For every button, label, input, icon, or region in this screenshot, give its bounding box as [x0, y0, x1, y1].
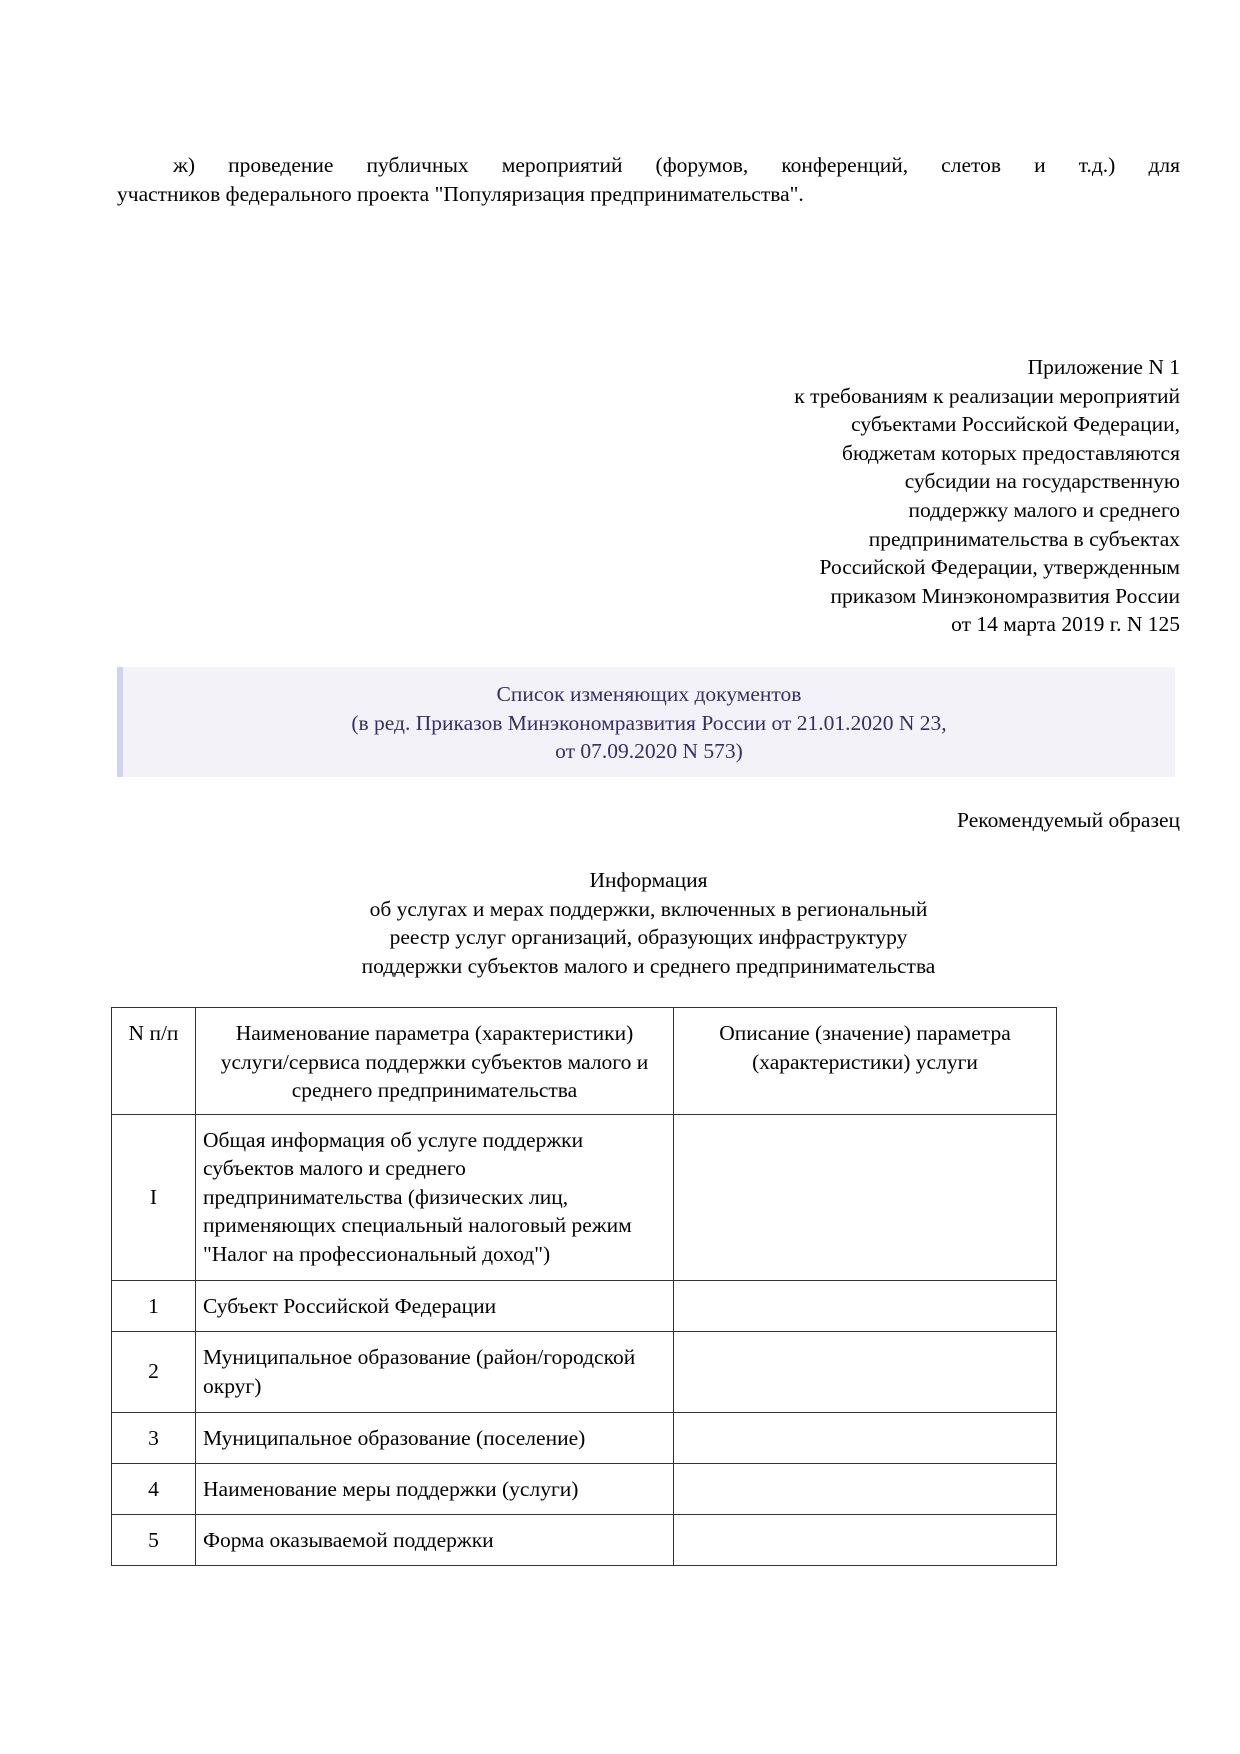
appendix-line: субсидии на государственную — [904, 469, 1180, 494]
row-number: 3 — [112, 1413, 196, 1464]
row-number: I — [112, 1114, 196, 1281]
paragraph-line-2: участников федерального проекта "Популяризация предпринимательства". — [117, 182, 804, 206]
row-parameter-name: Субъект Российской Федерации — [196, 1281, 674, 1332]
information-subtitle-line: поддержки субъектов малого и среднего предпринимательства — [361, 953, 936, 978]
amending-documents-line: от 07.09.2020 N 573) — [555, 739, 743, 763]
appendix-line: от 14 марта 2019 г. N 125 — [951, 612, 1180, 637]
table-row — [112, 1281, 1057, 1332]
intro-paragraph — [117, 151, 1180, 209]
table-row — [112, 1332, 1057, 1413]
appendix-header — [620, 353, 1180, 639]
row-parameter-name: Муниципальное образование (поселение) — [196, 1413, 674, 1464]
table-row — [112, 1464, 1057, 1515]
table-row — [112, 1413, 1057, 1464]
appendix-line: предпринимательства в субъектах — [868, 526, 1180, 551]
row-parameter-name: Наименование меры поддержки (услуги) — [196, 1464, 674, 1515]
table-row — [112, 1515, 1057, 1566]
paragraph-line-1: ж) проведение публичных мероприятий (форумов, конференций, слетов и т.д.) для — [173, 153, 1180, 177]
amending-documents-line: (в ред. Приказов Минэкономразвития России от 21.01.2020 N 23, — [351, 710, 947, 735]
row-number: 4 — [112, 1464, 196, 1515]
row-parameter-name: Общая информация об услуге поддержки субъектов малого и среднего предпринимательства (физических лиц, применяющих специальный налоговый режим "Налог на профессиональный доход") — [196, 1114, 674, 1281]
service-parameters-table — [111, 1007, 1057, 1566]
table-header-row — [112, 1008, 1057, 1115]
information-heading: Информация — [589, 868, 708, 892]
appendix-line: приказом Минэкономразвития России — [830, 583, 1180, 608]
row-parameter-value[interactable] — [674, 1114, 1057, 1281]
row-parameter-name: Муниципальное образование (район/городской округ) — [196, 1332, 674, 1413]
row-number: 2 — [112, 1332, 196, 1413]
row-parameter-value[interactable] — [674, 1281, 1057, 1332]
appendix-line: субъектами Российской Федерации, — [851, 412, 1180, 437]
row-parameter-value[interactable] — [674, 1515, 1057, 1566]
header-parameter-name: Наименование параметра (характеристики) услуги/сервиса поддержки субъектов малого и среднего предпринимательства — [196, 1008, 674, 1115]
header-parameter-value: Описание (значение) параметра (характеристики) услуги — [674, 1008, 1057, 1115]
row-parameter-value[interactable] — [674, 1332, 1057, 1413]
information-subtitle-line: об услугах и мерах поддержки, включенных в региональный — [369, 896, 928, 921]
header-number: N п/п — [112, 1008, 196, 1115]
appendix-title: Приложение N 1 — [1027, 355, 1180, 379]
row-parameter-value[interactable] — [674, 1413, 1057, 1464]
information-title — [117, 866, 1180, 980]
appendix-line: поддержку малого и среднего — [908, 497, 1180, 522]
row-number: 5 — [112, 1515, 196, 1566]
amending-documents-title: Список изменяющих документов — [496, 682, 802, 706]
row-number: 1 — [112, 1281, 196, 1332]
table-row — [112, 1114, 1057, 1281]
appendix-line: бюджетам которых предоставляются — [842, 440, 1180, 465]
recommended-sample-label: Рекомендуемый образец — [957, 808, 1180, 832]
appendix-line: к требованиям к реализации мероприятий — [794, 383, 1180, 408]
row-parameter-value[interactable] — [674, 1464, 1057, 1515]
row-parameter-name: Форма оказываемой поддержки — [196, 1515, 674, 1566]
amending-documents-box — [117, 667, 1175, 777]
information-subtitle-line: реестр услуг организаций, образующих инфраструктуру — [389, 925, 908, 950]
appendix-line: Российской Федерации, утвержденным — [819, 555, 1180, 580]
